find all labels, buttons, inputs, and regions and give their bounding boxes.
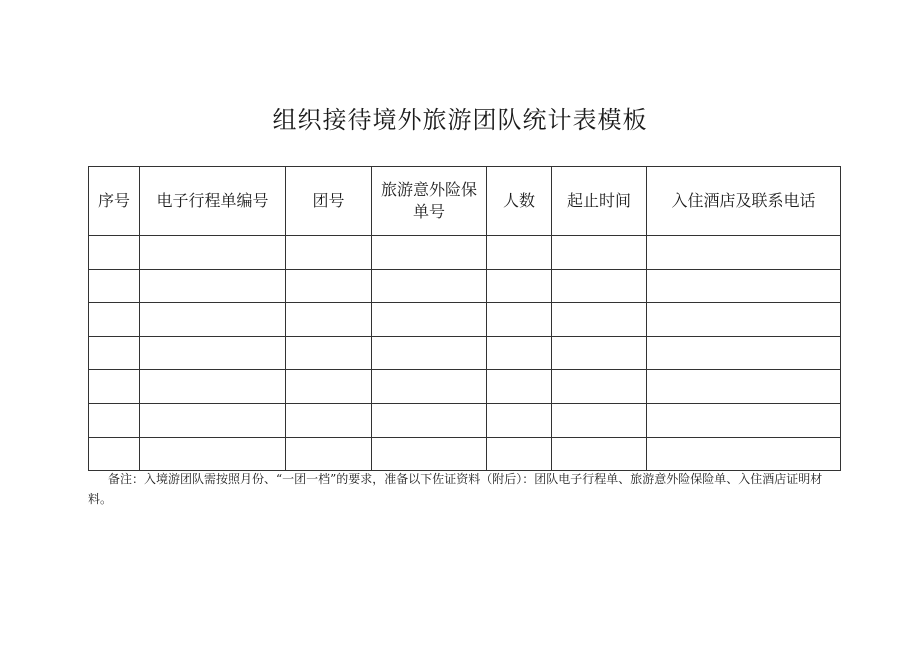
table-cell[interactable]	[372, 336, 487, 370]
table-cell[interactable]	[372, 437, 487, 471]
table-cell[interactable]	[647, 437, 841, 471]
table-cell[interactable]	[286, 336, 372, 370]
table-cell[interactable]	[647, 370, 841, 404]
table-cell[interactable]	[487, 269, 552, 303]
table-cell[interactable]	[647, 403, 841, 437]
table-cell[interactable]	[89, 236, 140, 270]
table-cell[interactable]	[487, 336, 552, 370]
table-cell[interactable]	[89, 336, 140, 370]
statistics-table	[88, 166, 841, 471]
table-cell[interactable]	[89, 269, 140, 303]
table-row	[89, 403, 841, 437]
table-cell[interactable]	[487, 303, 552, 337]
table-cell[interactable]	[286, 269, 372, 303]
table-cell[interactable]	[89, 437, 140, 471]
table-cell[interactable]	[140, 370, 286, 404]
table-cell[interactable]	[140, 236, 286, 270]
table-row	[89, 370, 841, 404]
header-date-range: 起止时间	[552, 167, 647, 236]
table-cell[interactable]	[647, 303, 841, 337]
table-cell[interactable]	[286, 303, 372, 337]
table-cell[interactable]	[89, 370, 140, 404]
table-row	[89, 236, 841, 270]
table-cell[interactable]	[140, 303, 286, 337]
table-cell[interactable]	[552, 370, 647, 404]
table-row	[89, 437, 841, 471]
table-cell[interactable]	[372, 403, 487, 437]
header-hotel-and-phone: 入住酒店及联系电话	[647, 167, 841, 236]
table-cell[interactable]	[89, 303, 140, 337]
page-title: 组织接待境外旅游团队统计表模板	[272, 106, 648, 134]
header-itinerary-number: 电子行程单编号	[140, 167, 286, 236]
header-serial-number: 序号	[89, 167, 140, 236]
table-row	[89, 336, 841, 370]
table-cell[interactable]	[89, 403, 140, 437]
table-cell[interactable]	[140, 336, 286, 370]
table-cell[interactable]	[286, 370, 372, 404]
table-cell[interactable]	[487, 370, 552, 404]
table-row	[89, 269, 841, 303]
footnote: 备注：入境游团队需按照月份、“一团一档”的要求，准备以下佐证资料（附后）：团队电子行程单、旅游意外险保险单、入住酒店证明材料。	[88, 472, 823, 506]
header-insurance-policy-label: 旅游意外险保单号	[380, 180, 477, 221]
table-cell[interactable]	[140, 437, 286, 471]
table-cell[interactable]	[487, 236, 552, 270]
table-cell[interactable]	[286, 403, 372, 437]
header-group-number: 团号	[286, 167, 372, 236]
table-cell[interactable]	[372, 370, 487, 404]
table-cell[interactable]	[487, 403, 552, 437]
table-cell[interactable]	[286, 236, 372, 270]
table-cell[interactable]	[552, 236, 647, 270]
table-cell[interactable]	[140, 403, 286, 437]
table-cell[interactable]	[647, 336, 841, 370]
header-headcount: 人数	[487, 167, 552, 236]
table-cell[interactable]	[552, 269, 647, 303]
table-cell[interactable]	[140, 269, 286, 303]
table-cell[interactable]	[647, 269, 841, 303]
table-cell[interactable]	[647, 236, 841, 270]
table-cell[interactable]	[552, 303, 647, 337]
table-cell[interactable]	[552, 437, 647, 471]
table-header-row	[89, 167, 841, 236]
table-cell[interactable]	[552, 403, 647, 437]
table-cell[interactable]	[372, 269, 487, 303]
table-cell[interactable]	[286, 437, 372, 471]
table-cell[interactable]	[552, 336, 647, 370]
table-cell[interactable]	[372, 236, 487, 270]
table-cell[interactable]	[372, 303, 487, 337]
table-cell[interactable]	[487, 437, 552, 471]
table-body	[89, 236, 841, 471]
table-row	[89, 303, 841, 337]
header-insurance-policy	[372, 167, 487, 236]
